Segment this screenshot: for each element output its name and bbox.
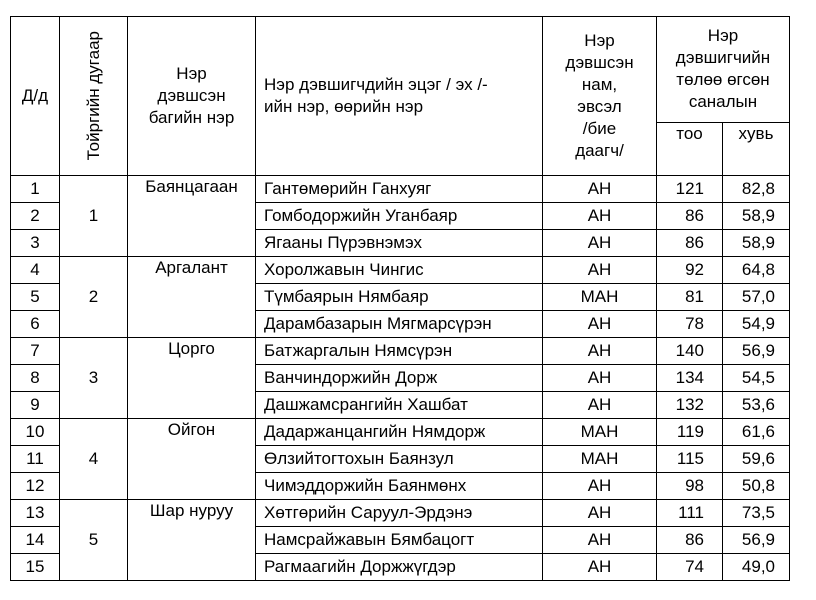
cell-party: АН bbox=[543, 338, 657, 365]
cell-candidate-name: Намсрайжавын Бямбацогт bbox=[256, 527, 543, 554]
header-votes-line: саналын bbox=[688, 92, 758, 112]
cell-candidate-name: Ванчиндоржийн Дорж bbox=[256, 365, 543, 392]
cell-dd: 8 bbox=[11, 365, 60, 392]
cell-vote-count: 98 bbox=[657, 473, 723, 500]
header-party-line: даагч/ bbox=[575, 141, 624, 160]
cell-party: АН bbox=[543, 392, 657, 419]
cell-vote-percent: 59,6 bbox=[723, 446, 790, 473]
cell-party: АН bbox=[543, 203, 657, 230]
cell-candidate-name: Гантөмөрийн Ганхуяг bbox=[256, 176, 543, 203]
cell-candidate-name: Гомбодоржийн Уганбаяр bbox=[256, 203, 543, 230]
header-bag-line: дэвшсэн bbox=[157, 86, 226, 105]
cell-candidate-name: Түмбаярын Нямбаяр bbox=[256, 284, 543, 311]
table-row bbox=[11, 257, 790, 284]
cell-bag: Баянцагаан bbox=[128, 176, 256, 257]
cell-dd: 6 bbox=[11, 311, 60, 338]
cell-toirog: 3 bbox=[60, 338, 128, 419]
cell-dd: 5 bbox=[11, 284, 60, 311]
results-table-container bbox=[10, 16, 790, 581]
cell-dd: 11 bbox=[11, 446, 60, 473]
cell-vote-count: 132 bbox=[657, 392, 723, 419]
cell-candidate-name: Өлзийтогтохын Баянзул bbox=[256, 446, 543, 473]
header-toirog bbox=[60, 17, 128, 176]
cell-candidate-name: Рагмаагийн Доржжүгдэр bbox=[256, 554, 543, 581]
cell-toirog: 4 bbox=[60, 419, 128, 500]
cell-vote-percent: 53,6 bbox=[723, 392, 790, 419]
cell-vote-count: 121 bbox=[657, 176, 723, 203]
cell-dd: 10 bbox=[11, 419, 60, 446]
cell-dd: 1 bbox=[11, 176, 60, 203]
cell-candidate-name: Дарамбазарын Мягмарсүрэн bbox=[256, 311, 543, 338]
table-body bbox=[11, 176, 790, 581]
cell-vote-percent: 50,8 bbox=[723, 473, 790, 500]
cell-vote-count: 111 bbox=[657, 500, 723, 527]
header-bag bbox=[128, 17, 256, 176]
cell-candidate-name: Хөтгөрийн Саруул-Эрдэнэ bbox=[256, 500, 543, 527]
cell-party: АН bbox=[543, 311, 657, 338]
cell-party: МАН bbox=[543, 284, 657, 311]
cell-vote-percent: 61,6 bbox=[723, 419, 790, 446]
cell-party: МАН bbox=[543, 446, 657, 473]
table-row bbox=[11, 338, 790, 365]
cell-vote-percent: 56,9 bbox=[723, 338, 790, 365]
cell-party: АН bbox=[543, 230, 657, 257]
header-dd: Д/д bbox=[11, 17, 60, 176]
header-votes-line: дэвшигчийн bbox=[675, 48, 771, 68]
header-votes-line: Нэр bbox=[707, 26, 739, 46]
cell-dd: 9 bbox=[11, 392, 60, 419]
cell-dd: 14 bbox=[11, 527, 60, 554]
header-party-line: дэвшсэн bbox=[565, 53, 634, 72]
cell-vote-count: 140 bbox=[657, 338, 723, 365]
header-party-line: Нэр bbox=[584, 31, 615, 50]
table-header bbox=[11, 17, 790, 176]
cell-candidate-name: Батжаргалын Нямсүрэн bbox=[256, 338, 543, 365]
header-votes bbox=[657, 17, 790, 123]
cell-vote-percent: 58,9 bbox=[723, 203, 790, 230]
cell-party: АН bbox=[543, 176, 657, 203]
cell-vote-count: 86 bbox=[657, 230, 723, 257]
cell-toirog: 1 bbox=[60, 176, 128, 257]
header-bag-line: Нэр bbox=[176, 64, 207, 83]
cell-vote-count: 81 bbox=[657, 284, 723, 311]
cell-vote-percent: 73,5 bbox=[723, 500, 790, 527]
table-row bbox=[11, 500, 790, 527]
header-bag-line: багийн нэр bbox=[148, 108, 235, 127]
cell-vote-percent: 64,8 bbox=[723, 257, 790, 284]
header-huvi: хувь bbox=[723, 122, 790, 175]
cell-dd: 4 bbox=[11, 257, 60, 284]
cell-vote-percent: 57,0 bbox=[723, 284, 790, 311]
header-party bbox=[543, 17, 657, 176]
cell-bag: Шар нуруу bbox=[128, 500, 256, 581]
election-results-table bbox=[10, 16, 790, 581]
cell-bag: Цорго bbox=[128, 338, 256, 419]
cell-vote-count: 92 bbox=[657, 257, 723, 284]
header-name-line: ийн нэр, өөрийн нэр bbox=[264, 97, 424, 116]
cell-party: МАН bbox=[543, 419, 657, 446]
cell-candidate-name: Ягааны Пүрэвнэмэх bbox=[256, 230, 543, 257]
cell-vote-count: 134 bbox=[657, 365, 723, 392]
cell-dd: 2 bbox=[11, 203, 60, 230]
header-party-line: нам, bbox=[581, 75, 618, 94]
cell-candidate-name: Дашжамсрангийн Хашбат bbox=[256, 392, 543, 419]
header-name bbox=[256, 17, 543, 176]
cell-bag: Аргалант bbox=[128, 257, 256, 338]
cell-vote-count: 78 bbox=[657, 311, 723, 338]
header-party-line: эвсэл bbox=[577, 97, 622, 116]
cell-vote-percent: 49,0 bbox=[723, 554, 790, 581]
table-row bbox=[11, 419, 790, 446]
cell-party: АН bbox=[543, 500, 657, 527]
cell-party: АН bbox=[543, 365, 657, 392]
cell-party: АН bbox=[543, 473, 657, 500]
header-votes-line: төлөө өгсөн bbox=[676, 70, 770, 90]
cell-dd: 15 bbox=[11, 554, 60, 581]
cell-vote-percent: 58,9 bbox=[723, 230, 790, 257]
cell-toirog: 5 bbox=[60, 500, 128, 581]
cell-vote-count: 115 bbox=[657, 446, 723, 473]
cell-dd: 7 bbox=[11, 338, 60, 365]
table-row bbox=[11, 176, 790, 203]
cell-vote-count: 119 bbox=[657, 419, 723, 446]
header-name-line: Нэр дэвшигчдийн эцэг / эх /- bbox=[264, 75, 488, 94]
cell-toirog: 2 bbox=[60, 257, 128, 338]
cell-dd: 3 bbox=[11, 230, 60, 257]
cell-vote-count: 86 bbox=[657, 203, 723, 230]
header-toirog-label: Тойргийн дугаар bbox=[83, 31, 103, 161]
cell-vote-percent: 54,5 bbox=[723, 365, 790, 392]
header-too: тоо bbox=[657, 122, 723, 175]
cell-candidate-name: Чимэддоржийн Баянмөнх bbox=[256, 473, 543, 500]
cell-party: АН bbox=[543, 527, 657, 554]
cell-vote-percent: 82,8 bbox=[723, 176, 790, 203]
cell-party: АН bbox=[543, 257, 657, 284]
cell-candidate-name: Дадаржанцангийн Нямдорж bbox=[256, 419, 543, 446]
cell-dd: 12 bbox=[11, 473, 60, 500]
cell-bag: Ойгон bbox=[128, 419, 256, 500]
cell-dd: 13 bbox=[11, 500, 60, 527]
cell-vote-count: 86 bbox=[657, 527, 723, 554]
cell-vote-percent: 56,9 bbox=[723, 527, 790, 554]
cell-vote-count: 74 bbox=[657, 554, 723, 581]
header-party-line: /бие bbox=[582, 119, 617, 138]
cell-party: АН bbox=[543, 554, 657, 581]
cell-vote-percent: 54,9 bbox=[723, 311, 790, 338]
cell-candidate-name: Хоролжавын Чингис bbox=[256, 257, 543, 284]
